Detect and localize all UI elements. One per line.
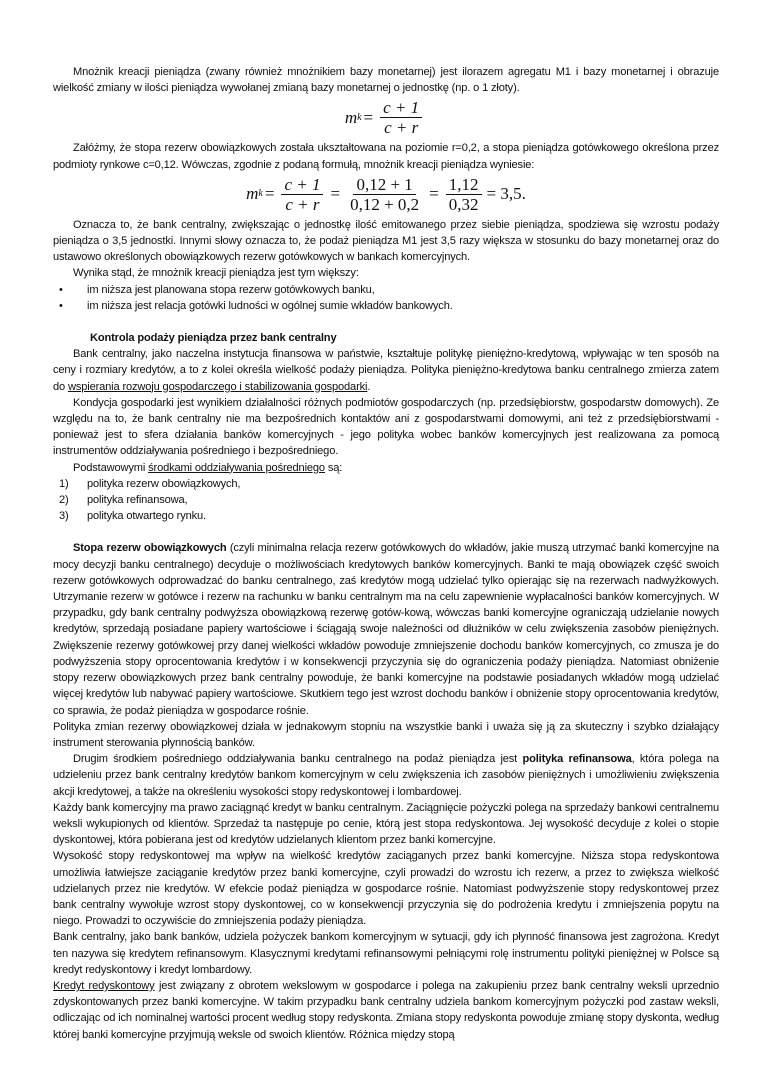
list-item-text: polityka refinansowa,	[87, 494, 188, 507]
paragraph-assumption: Załóżmy, że stopa rezerw obowiązkowych została ukształtowana na poziomie r=0,2, a stopa pieniądza gotówkowego określona przez podmioty rynkowe c=0,12. Wówczas, zgodnie z podaną formułą, mnożnik kreacji pieniądza wyniesie:	[53, 142, 719, 171]
formula-fraction-sums	[446, 175, 482, 214]
paragraph-central-bank-policy	[53, 346, 719, 395]
bullet-icon: •	[59, 299, 63, 312]
text: Bank centralny, jako naczelna instytucja finansowa w państwie, kształtuje politykę pieniężno-kredytową, wpływając w ten sposób na ceny i rozmiary kredytów, a to z kolei określa wielkość podaży pieniądza. Polityka pieniężno-kredytowa banku centralnego zmierza zatem do	[53, 348, 719, 393]
formula-money-multiplier	[53, 98, 719, 137]
list-number: 1)	[59, 477, 69, 490]
formula-equals: =	[264, 184, 275, 204]
paragraph-money-multiplier-definition: Mnożnik kreacji pieniądza (zwany również mnożnikiem bazy monetarnej) jest ilorazem agregatu M1 i bazy monetarnej i obrazuje wielkość zmiany w ilości pieniądza wywołanej zmianą bazy monetarnej o jednostkę (np. o 1 złoty).	[53, 66, 719, 95]
paragraph-indirect-means	[53, 460, 719, 476]
paragraph-conclusion-intro: Wynika stąd, że mnożnik kreacji pieniądza jest tym większy:	[73, 267, 359, 280]
text: jest związany z obrotem wekslowym w gospodarce i polega na zakupieniu przez bank centralny weksli uprzednio zdyskontowanych przez banki komercyjne. W takim przypadku bank centralny udziela bankom komercyjnym pożyczki pod zastaw weksli, odliczając od ich nominalnej wartości procent według stopy redyskonta. Zmiana stopy redyskonta powoduje zmianę stopy dyskonta, według której banki komercyjne przyjmują weksle od swoich klientów. Różnica między stopą	[53, 979, 719, 1041]
formula-calculation	[53, 175, 719, 214]
paragraph-interpretation: Oznacza to, że bank centralny, zwiększając o jednostkę ilość emitowanego przez siebie pieniądza, spodziewa się wzrostu podaży pieniądza o 3,5 jednostki. Innymi słowy oznacza to, że podaż pieniądza M1 jest 3,5 razy większa w stosunku do bazy monetarnej oraz do ustawowo określonych obowiązkowych rezerw gotówkowych w bankach komercyjnych.	[53, 218, 719, 264]
formula-denominator: c + r	[285, 194, 320, 214]
text: Podstawowymi	[73, 461, 149, 474]
underlined-term: Kredyt redyskontowy	[53, 979, 155, 992]
formula-denominator: 0,32	[448, 194, 479, 214]
section-heading: Kontrola podaży pieniądza przez bank centralny	[90, 332, 337, 345]
numbered-list	[53, 476, 719, 525]
bullet-icon: •	[59, 283, 63, 296]
list-item	[53, 298, 719, 314]
text: Drugim środkiem pośredniego oddziaływania banku centralnego na podaż pieniądza jest	[73, 753, 523, 766]
list-item	[53, 492, 719, 508]
bullet-list	[53, 282, 719, 314]
document-page	[53, 64, 719, 1043]
formula-equals: =	[429, 184, 439, 204]
paragraph-bank-credit: Każdy bank komercyjny ma prawo zaciągnąć kredyt w banku centralnym. Zaciągnięcie pożyczki polega na sprzedaży bankowi centralnemu weksli wykupionych od klientów. Sprzedaż ta następuje po cenie, którą jest stopa redyskontowa. Jej wysokość decyduje z kolei o stopie dyskontowej, która pobierana jest od kredytów udzielanych klientom przez banki komercyjne.	[53, 801, 719, 847]
formula-subscript: k	[258, 188, 263, 200]
list-item-text: polityka rezerw obowiązkowych,	[87, 477, 241, 490]
text: (czyli minimalna relacja rezerw gotówkowych do wkładów, jakie muszą utrzymać banki komercyjne na mocy decyzji banku centralnego) decyduje o możliwościach kredytowych banków komercyjnych. Banki te mają obowiązek część swoich rezerw gotówkowych odprowadzać do banku centralnego, zaś kredytów mogą udzielać tylko opierając się na rezerwach nadwyżkowych. Utrzymanie rezerw w gotówce i rezerw na rachunku w banku centralnym ma na celu zapewnienie wypłacalności banków komercyjnych. W przypadku, gdy bank centralny podwyższa obowiązkową rezerwę gotów-kową, wówczas banki komercyjne ograniczają udzielanie nowych kredytów, sprzedają posiadane papiery wartościowe i ściągają swoje należności od dłużników w celu zwiększenia zasobów pieniężnych. Zwiększenie rezerwy gotówkowej przy danej wielkości wkładów powoduje zmniejszenie dochodu banków komercyjnych, co zmusza je do podwyższenia stopy oprocentowania kredytów i w konsekwencji przyczynia się do ograniczenia podaży pieniądza. Natomiast obniżenie stopy rezerw obowiązkowych przez bank centralny powoduje, że banki komercyjne na podstawie posiadanych wkładów mogą udzielać więcej kredytów lub nabywać papiery wartościowe. Skutkiem tego jest wzrost dochodu banków i obniżenie stopy oprocentowania kredytów, co sprawia, że podaż pieniądza w gospodarce rośnie.	[53, 542, 719, 717]
text: są:	[324, 461, 343, 474]
paragraph-refinancing-credit: Bank centralny, jako bank banków, udziela pożyczek bankom komercyjnym w sytuacji, gdy ich płynność finansowa jest zagrożona. Kredyt ten nazywa się kredytem refinansowym. Klasycznymi kredytami refinansowymi pełniącymi rolę instrumentu polityki pieniężnej w Polsce są kredyt redyskontowy i kredyt lombardowy.	[53, 931, 719, 976]
formula-equals: =	[330, 184, 341, 204]
paragraph-refinancing-policy	[53, 751, 719, 800]
list-item-text: polityka otwartego rynku.	[87, 510, 206, 523]
formula-numerator: c + 1	[380, 98, 422, 118]
formula-denominator: c + r	[384, 118, 419, 138]
bold-term: polityka refinansowa	[522, 753, 632, 766]
paragraph-rediscount-credit	[53, 978, 719, 1043]
formula-fraction	[380, 98, 422, 137]
paragraph-reserve-requirements	[53, 540, 719, 718]
paragraph-economy-condition: Kondycja gospodarki jest wynikiem działalności różnych podmiotów gospodarczych (np. przedsiębiorstw, gospodarstw domowych). Ze względu na to, że bank centralny nie ma bezpośrednich kontaktów ani z gospodarstwami domowymi, ani też z przedsiębiorstwami - ponieważ jest to sfera działania banków komercyjnych - jego polityka wobec banków komercyjnych jest realizowana za pomocą instrumentów oddziaływania pośredniego i bezpośredniego.	[53, 396, 719, 458]
formula-fraction-symbolic	[281, 175, 323, 214]
formula-numerator: c + 1	[281, 175, 323, 195]
text: , która polega na udzieleniu przez bank centralny kredytów bankom komercyjnym w celu zwiększenia ich zasobów pieniężnych i umożliwieniu zwiększenia akcji kredytowej, a także na określeniu wysokości stopy redyskontowej i lombardowej.	[53, 753, 719, 798]
formula-lhs: m	[344, 107, 358, 127]
formula-lhs: m	[246, 184, 259, 204]
list-number: 3)	[59, 510, 69, 523]
list-item	[53, 508, 719, 524]
list-item-text: im niższa jest planowana stopa rezerw gotówkowych banku,	[87, 283, 375, 296]
underlined-text: wspierania rozwoju gospodarczego i stabilizowania gospodarki	[67, 380, 368, 393]
paragraph-rediscount-rate: Wysokość stopy redyskontowej ma wpływ na wielkość kredytów zaciąganych przez banki komercyjne. Niższa stopa redyskontowa umożliwia łatwiejsze zaciąganie kredytów przez banki komercyjne, czyli prowadzi do wzrostu ich rezerw, a przez to zwiększa wielkość udzielanych przez nie kredytów. W efekcie podaż pieniądza w gospodarce rośnie. Natomiast podwyższenie stopy redyskontowej przez bank centralny wywołuje wzrost stopy dyskontowej, co w konsekwencji przyczynia się do podrożenia kredytu i zmniejszenia popytu na niego. Prowadzi to oczywiście do zmniejszenia podaży pieniądza.	[53, 850, 719, 928]
list-item-text: im niższa jest relacja gotówki ludności w ogólnej sumie wkładów bankowych.	[87, 299, 453, 312]
list-item	[53, 282, 719, 298]
formula-numerator: 1,12	[446, 175, 482, 195]
list-item	[53, 476, 719, 492]
list-number: 2)	[59, 494, 69, 507]
formula-equals: =	[363, 107, 374, 127]
text: .	[367, 380, 371, 393]
formula-denominator: 0,12 + 0,2	[350, 194, 420, 214]
formula-numerator: 0,12 + 1	[353, 175, 415, 195]
bold-term: Stopa rezerw obowiązkowych	[73, 542, 227, 555]
paragraph-reserve-policy: Polityka zmian rezerwy obowiązkowej działa w jednakowym stopniu na wszystkie banki i uważa się ją za skuteczny i szybko działający instrument sterowania płynnością banków.	[53, 720, 719, 749]
formula-result: = 3,5.	[486, 184, 526, 204]
formula-subscript: k	[357, 111, 362, 123]
underlined-text: środkami oddziaływania pośredniego	[148, 461, 325, 474]
formula-fraction-values	[347, 175, 422, 214]
